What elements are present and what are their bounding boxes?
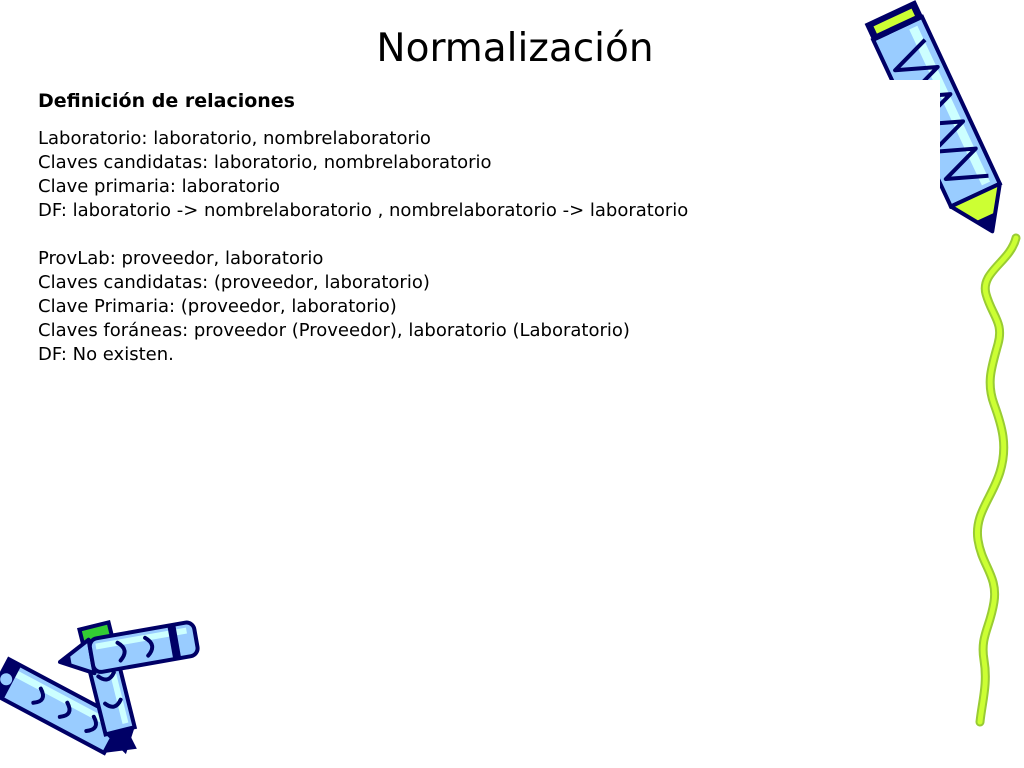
slide-subtitle: Definición de relaciones: [38, 90, 295, 112]
slide-title: Normalización: [376, 26, 654, 71]
primary-key-line: Clave Primaria: (proveedor, laboratorio): [38, 296, 397, 317]
foreign-keys-line: Claves foráneas: proveedor (Proveedor), laboratorio (Laboratorio): [38, 320, 630, 341]
slide-body: [38, 127, 688, 367]
candidate-keys-line: Claves candidatas: (proveedor, laboratorio): [38, 272, 430, 293]
crayons-icon: [0, 612, 210, 768]
provlab-relation-block: [38, 247, 688, 367]
primary-key-line: Clave primaria: laboratorio: [38, 176, 281, 197]
functional-dependencies-line: DF: No existen.: [38, 344, 174, 365]
pencil-icon: [858, 0, 1024, 245]
laboratorio-relation-block: [38, 127, 688, 223]
wavy-line-icon: [960, 232, 1024, 727]
relation-line: Laboratorio: laboratorio, nombrelaboratorio: [38, 128, 431, 149]
candidate-keys-line: Claves candidatas: laboratorio, nombrelaboratorio: [38, 152, 492, 173]
functional-dependencies-line: DF: laboratorio -> nombrelaboratorio , nombrelaboratorio -> laboratorio: [38, 200, 689, 221]
relation-line: ProvLab: proveedor, laboratorio: [38, 248, 324, 269]
